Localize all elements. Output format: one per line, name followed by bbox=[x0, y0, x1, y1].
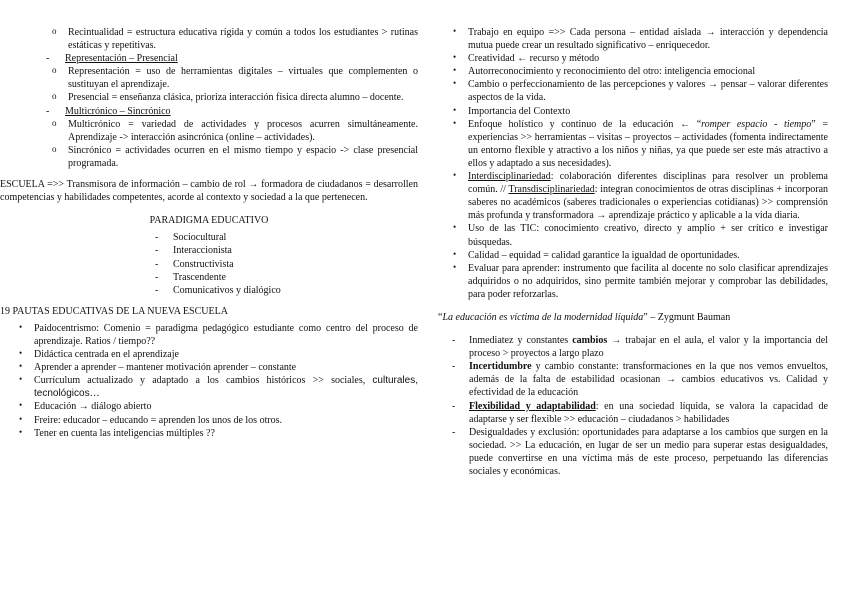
text-run: cambios bbox=[572, 335, 608, 347]
pauta-item bbox=[19, 426, 418, 440]
text-run: “ bbox=[438, 311, 443, 323]
list-item-text bbox=[469, 334, 828, 360]
text-run: Cambio o perfeccionamiento de las percepciones y valores → pensar – valorar diferentes aspectos de la vida. bbox=[468, 79, 828, 104]
text-run: Trabajo en equipo =>> Cada persona – entidad aislada → interacción y dependencia mutua puede crear un resultado significativo – enriquecedor. bbox=[468, 27, 828, 52]
text-run: : integran conocimientos de otras disciplinas + incorporan saberes no académicos (saberes tradicionales o experiencias cotidianas) >> comprensión más profunda y transformadora → aprendizaje práctico y aplicable a la vida diaria. bbox=[468, 184, 829, 222]
paradigma-item bbox=[155, 271, 418, 284]
text-run: Freire: educador – educando = aprenden los unos de los otros. bbox=[34, 414, 283, 426]
list-marker: - bbox=[155, 284, 159, 296]
left-column bbox=[0, 26, 418, 440]
pauta-item bbox=[453, 52, 828, 65]
bauman-point bbox=[452, 360, 828, 399]
list-item-text bbox=[468, 26, 828, 52]
paradigma-item-text: Trascendente bbox=[173, 271, 226, 283]
list-marker: • bbox=[453, 170, 457, 181]
list-marker: - bbox=[155, 258, 159, 270]
paradigma-heading: PARADIGMA EDUCATIVO bbox=[149, 215, 269, 227]
bauman-point bbox=[452, 400, 828, 426]
list-marker: o bbox=[52, 91, 57, 102]
list-marker: o bbox=[52, 26, 57, 36]
list-marker: • bbox=[19, 413, 23, 424]
bauman-point bbox=[452, 334, 828, 360]
text-run: Sincrónico = actividades ocurren en el mismo tiempo y espacio -> clase presencial programada. bbox=[68, 144, 418, 169]
outline-heading bbox=[46, 52, 418, 65]
text-run: Creatividad ← recurso y método bbox=[468, 53, 600, 65]
pauta-item bbox=[453, 104, 828, 118]
text-run: Desigualdades y exclusión: oportunidades para adaptarse a los cambios que surgen en la sociedad. >> La educación, en lugar de ser un medio para superar estas desigualdades, puede convertirse en una víctima más de este proceso, perpetuando las diferencias sociales y económicas. bbox=[469, 426, 828, 477]
text-run: Aprender a aprender – mantener motivación aprender – constante bbox=[34, 362, 297, 374]
text-run: romper espacio - tiempo bbox=[701, 118, 812, 130]
pauta-item bbox=[19, 348, 418, 361]
right-bullet-list bbox=[438, 26, 828, 301]
bauman-point bbox=[452, 426, 828, 478]
bauman-quote bbox=[438, 311, 828, 324]
text-run: y cambio constante: transformaciones en la que nos vemos envueltos, además de la falta de estabilidad ocasionan → cambios educativos vs. Calidad y efectividad de la educación bbox=[469, 361, 828, 399]
text-run: La educación es víctima de la modernidad líquida bbox=[442, 311, 644, 323]
list-item-text bbox=[468, 78, 828, 104]
list-item-text bbox=[68, 91, 418, 104]
text-run: Educación → diálogo abierto bbox=[34, 401, 152, 413]
list-marker: • bbox=[19, 361, 23, 372]
text-run: Didáctica centrada en el aprendizaje bbox=[34, 349, 179, 361]
outline-subitem bbox=[52, 117, 418, 144]
list-item-text bbox=[65, 105, 418, 118]
text-run: culturales, tecnológicos bbox=[34, 375, 418, 400]
list-marker: - bbox=[155, 245, 159, 257]
list-marker: - bbox=[452, 335, 456, 347]
list-marker: - bbox=[46, 105, 50, 117]
pauta-item bbox=[453, 222, 828, 248]
pauta-item bbox=[453, 170, 829, 222]
pauta-item bbox=[453, 248, 828, 262]
pauta-item bbox=[19, 361, 418, 374]
list-marker: • bbox=[19, 348, 23, 359]
text-run: ” – Zygmunt Bauman bbox=[643, 311, 731, 323]
list-marker: • bbox=[453, 52, 457, 63]
pauta-item bbox=[19, 400, 418, 413]
paradigma-item bbox=[155, 258, 418, 271]
text-run: Currículum actualizado y adaptado a los cambios históricos >> sociales, bbox=[34, 375, 373, 387]
list-marker: • bbox=[453, 261, 457, 272]
list-marker: • bbox=[453, 65, 457, 76]
list-marker: o bbox=[52, 143, 57, 154]
list-item-text bbox=[34, 400, 418, 413]
pauta-item bbox=[453, 78, 828, 104]
text-run: … bbox=[89, 388, 100, 400]
text-run: Presencial = enseñanza clásica, prioriza interacción física directa alumno – docente. bbox=[68, 92, 404, 104]
pautas-heading: 19 PAUTAS EDUCATIVAS DE LA NUEVA ESCUELA bbox=[0, 305, 228, 317]
escuela-paragraph: ESCUELA =>> Transmisora de información – cambio de rol → formadora de ciudadanos = desarrollen competencias y habilidades competentes, acorde al contexto y sociedad a la que pertenecen. bbox=[0, 179, 418, 204]
list-item-text bbox=[68, 144, 418, 170]
list-item-text bbox=[469, 360, 828, 399]
list-item-text bbox=[68, 65, 418, 91]
list-item-text bbox=[34, 427, 418, 440]
list-item-text bbox=[468, 249, 828, 262]
paradigma-list bbox=[0, 231, 418, 296]
text-run: Multicrónico = variedad de actividades y procesos acurren simultáneamente. Aprendizaje -> interacción asincrónica (online – actividades). bbox=[68, 118, 418, 143]
bauman-dash-list bbox=[438, 334, 828, 478]
paradigma-item bbox=[155, 284, 418, 297]
text-run: Multicrónico – Sincrónico bbox=[65, 105, 171, 117]
list-item-text bbox=[468, 262, 828, 301]
outline-subitem bbox=[52, 65, 418, 91]
list-item-text bbox=[34, 322, 418, 348]
list-item-text bbox=[468, 222, 828, 248]
text-run: Inmediatez y constantes bbox=[469, 335, 573, 347]
list-marker: • bbox=[453, 104, 457, 115]
list-marker: o bbox=[52, 117, 57, 128]
list-item-text bbox=[68, 118, 418, 144]
list-item-text bbox=[34, 348, 418, 361]
paradigma-item-text: Sociocultural bbox=[173, 232, 227, 244]
text-run: Recintualidad = estructura educativa rígida y común a todos los estudiantes > rutinas estáticas y repetitivas. bbox=[68, 27, 418, 52]
text-run: : colaboración diferentes disciplinas para resolver un problema común. // bbox=[468, 171, 828, 196]
list-item-text bbox=[34, 361, 418, 374]
pauta-item bbox=[19, 374, 418, 400]
list-marker: - bbox=[46, 53, 50, 65]
paradigma-item-text: Comunicativos y dialógico bbox=[173, 284, 281, 296]
list-marker: • bbox=[453, 117, 457, 128]
pauta-item bbox=[453, 117, 828, 170]
paradigma-item-text: Constructivista bbox=[173, 258, 234, 270]
left-outline bbox=[0, 26, 418, 170]
list-marker: • bbox=[453, 78, 457, 89]
text-run: Enfoque holístico y continuo de la educación ← “ bbox=[468, 118, 702, 130]
text-run: Paidocentrismo: Comenio = paradigma pedagógico estudiante como centro del proceso de aprendizaje. Ratios / tiempo?? bbox=[34, 322, 418, 347]
text-run: Representación – Presencial bbox=[65, 53, 178, 65]
list-marker: • bbox=[453, 222, 457, 233]
list-item-text bbox=[65, 52, 418, 65]
list-marker: • bbox=[19, 426, 23, 437]
text-run: ” = experiencias >> herramientas – visitas – proyectos – actividades (fomenta indirectamente un entorno flexible y atractivo a los niños y niñas, ya que puede ser este más atractivo a ellos y adaptado a sus necesidades). bbox=[468, 118, 828, 169]
right-column bbox=[438, 26, 828, 478]
outline-subitem bbox=[52, 26, 418, 52]
list-item-text bbox=[34, 374, 418, 400]
list-marker: • bbox=[19, 374, 23, 385]
text-run: Evaluar para aprender: instrumento que facilita al docente no solo clasificar aprendizajes adquiridos o no adquiridos, sino permite también mejorar y comprobar las debilidades, para poder reforzarlas. bbox=[468, 262, 828, 300]
pauta-item bbox=[453, 65, 828, 78]
list-marker: - bbox=[452, 361, 456, 373]
list-marker: - bbox=[155, 271, 159, 283]
paradigma-item bbox=[155, 231, 418, 244]
list-item-text bbox=[468, 52, 828, 65]
pauta-item bbox=[19, 321, 418, 348]
list-marker: - bbox=[452, 426, 456, 438]
paradigma-item bbox=[155, 244, 418, 257]
pautas-list bbox=[0, 322, 418, 440]
list-marker: - bbox=[452, 400, 456, 412]
list-marker: • bbox=[453, 26, 457, 36]
outline-heading bbox=[46, 105, 418, 118]
list-item-text bbox=[68, 26, 418, 52]
pauta-item bbox=[19, 413, 418, 427]
text-run: Representación = uso de herramientas digitales – virtuales que complementen o sustituyan el aprendizaje. bbox=[68, 66, 418, 91]
text-run: Transdisciplinariedad bbox=[508, 184, 595, 196]
text-run: → trabajar en el aula, el valor y la importancia del proceso > proyectos a largo plazo bbox=[469, 335, 828, 360]
list-item-text bbox=[468, 105, 828, 118]
list-item-text bbox=[468, 65, 828, 78]
list-item-text bbox=[468, 118, 828, 170]
text-run: : en una sociedad líquida, se valora la capacidad de adaptarse y ser flexible >> educación – ciudadanos > habilidades bbox=[469, 400, 828, 425]
pauta-item bbox=[453, 261, 828, 301]
list-item-text bbox=[469, 400, 828, 426]
text-run: Incertidumbre bbox=[469, 361, 532, 373]
outline-subitem bbox=[52, 143, 418, 170]
text-run: Interdisciplinariedad bbox=[468, 171, 551, 183]
pauta-item bbox=[453, 26, 828, 52]
text-run: Importancia del Contexto bbox=[468, 105, 571, 117]
outline-subitem bbox=[52, 91, 418, 104]
list-marker: - bbox=[155, 232, 159, 244]
text-run: Uso de las TIC: conocimiento creativo, directo y amplio + ser crítico e investigar búsquedas. bbox=[468, 223, 828, 248]
list-marker: • bbox=[19, 400, 23, 411]
text-run: Flexibilidad y adaptabilidad bbox=[469, 400, 596, 412]
paradigma-item-text: Interaccionista bbox=[173, 245, 232, 257]
list-marker: o bbox=[52, 65, 57, 76]
text-run: Autorreconocimiento y reconocimiento del otro: inteligencia emocional bbox=[468, 66, 756, 78]
list-item-text bbox=[469, 426, 828, 478]
text-run: Tener en cuenta las inteligencias múltiples ?? bbox=[34, 427, 215, 439]
text-run: Calidad – equidad = calidad garantice la igualdad de oportunidades. bbox=[468, 249, 740, 261]
list-item-text bbox=[468, 170, 828, 222]
list-item-text bbox=[34, 414, 418, 427]
list-marker: • bbox=[19, 321, 23, 332]
list-marker: • bbox=[453, 248, 457, 259]
